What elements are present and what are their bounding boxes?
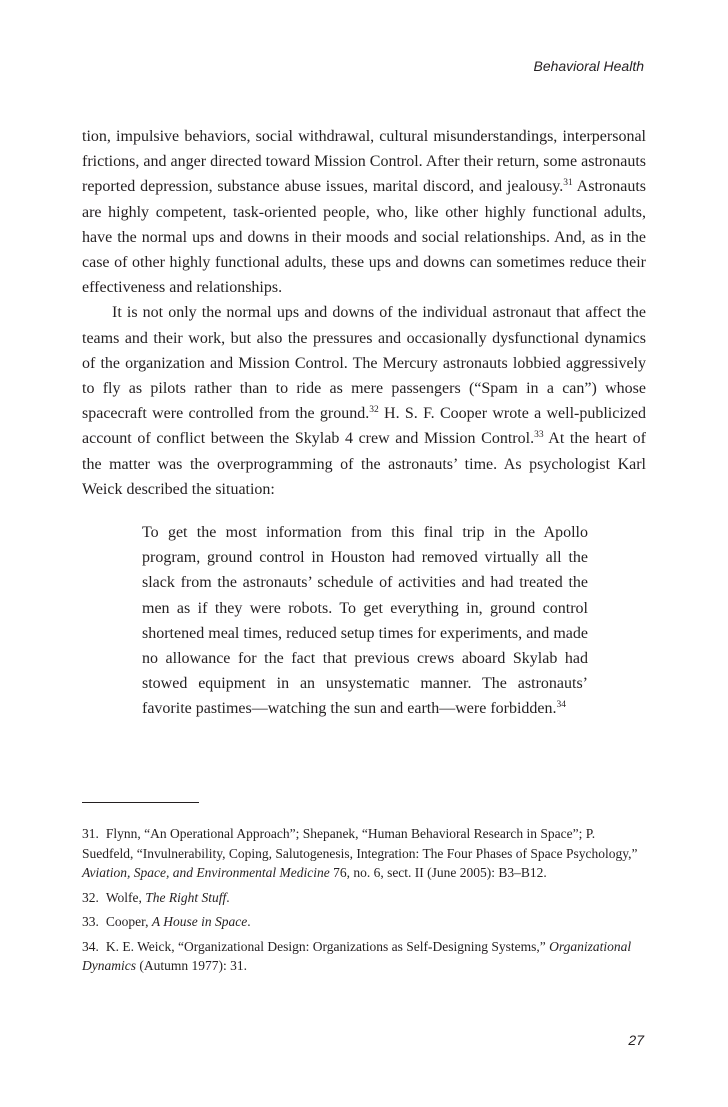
paragraph-2-text-c: At the heart of the matter was the overprogramming of the astronauts’ time. As psychologist Karl Weick described the situation: (82, 430, 646, 498)
footnote-text: Flynn, “An Operational Approach”; Shepanek, “Human Behavioral Research in Space”; P. Suedfeld, “Invulnerability, Coping, Salutogenesis, Integration: The Four Phases of Space Psychology,” (82, 826, 638, 861)
footnote-number: 34. (82, 938, 99, 954)
paragraph-1-text-a: tion, impulsive behaviors, social withdrawal, cultural misunderstandings, interpersonal frictions, and anger directed toward Mission Control. After their return, some astronauts reported depression, substance abuse issues, marital discord, and jealousy. (82, 128, 646, 196)
block-quote-text: To get the most information from this final trip in the Apollo program, ground control in Houston had removed virtually all the slack from the astronauts’ schedule of activities and had treated the men as if they were robots. To get everything in, ground control shortened meal times, reduced setup times for experiments, and made no allowance for the fact that previous crews aboard Skylab had stowed equipment in an unsystematic manner. The astronauts’ favorite pastimes—watching the sun and earth—were forbidden. (142, 524, 588, 718)
paragraph-1-text-b: Astronauts are highly competent, task-oriented people, who, like other highly functional adults, have the normal ups and downs in their moods and social relationships. And, as in the case of other highly functional adults, these ups and downs can sometimes reduce their effectiveness and relationships. (82, 178, 646, 297)
footnote-text: . (226, 889, 230, 905)
footnote-journal-title: Organizational Dynamics (82, 938, 632, 973)
footnote-text: . (247, 914, 251, 929)
footnote-33 (82, 912, 642, 932)
footnotes (82, 824, 642, 981)
footnote-32 (82, 888, 642, 908)
block-quote (142, 520, 588, 722)
footnote-text: K. E. Weick, “Organizational Design: Organizations as Self-Designing Systems,” (105, 938, 550, 954)
footnote-number: 33. (82, 914, 99, 929)
running-head: Behavioral Health (533, 58, 644, 74)
footnote-number: 32. (82, 889, 99, 905)
footnote-34 (82, 937, 642, 976)
paragraph-2 (82, 300, 646, 502)
footnote-ref-31[interactable]: 31 (563, 178, 573, 189)
footnote-text: 76, no. 6, sect. II (June 2005): B3–B12. (329, 865, 547, 880)
footnote-text: Wolfe, (105, 889, 146, 905)
footnote-rule (82, 802, 199, 803)
body-text (82, 124, 646, 502)
footnote-ref-34[interactable]: 34 (556, 700, 567, 711)
footnote-ref-33[interactable]: 33 (534, 430, 544, 441)
page-number: 27 (628, 1032, 644, 1048)
footnote-ref-32[interactable]: 32 (369, 405, 379, 416)
footnote-book-title: The Right Stuff (145, 889, 227, 905)
footnote-text: (Autumn 1977): 31. (136, 958, 247, 973)
footnote-31 (82, 824, 642, 883)
paragraph-2-text-b: H. S. F. Cooper wrote a well-publicized account of conflict between the Skylab 4 crew and Mission Control. (82, 405, 647, 448)
footnote-number: 31. (82, 826, 99, 841)
footnote-book-title: A House in Space (151, 914, 248, 929)
footnote-text: Cooper, (105, 914, 152, 929)
footnote-journal-title: Aviation, Space, and Environmental Medicine (82, 865, 330, 880)
paragraph-2-text-a: It is not only the normal ups and downs of the individual astronaut that affect the teams and their work, but also the pressures and occasionally dysfunctional dynamics of the organization and Mission Control. The Mercury astronauts lobbied aggressively to fly as pilots rather than to ride as mere passengers (“Spam in a can”) whose spacecraft were controlled from the ground. (82, 304, 646, 423)
paragraph-1 (82, 124, 646, 300)
